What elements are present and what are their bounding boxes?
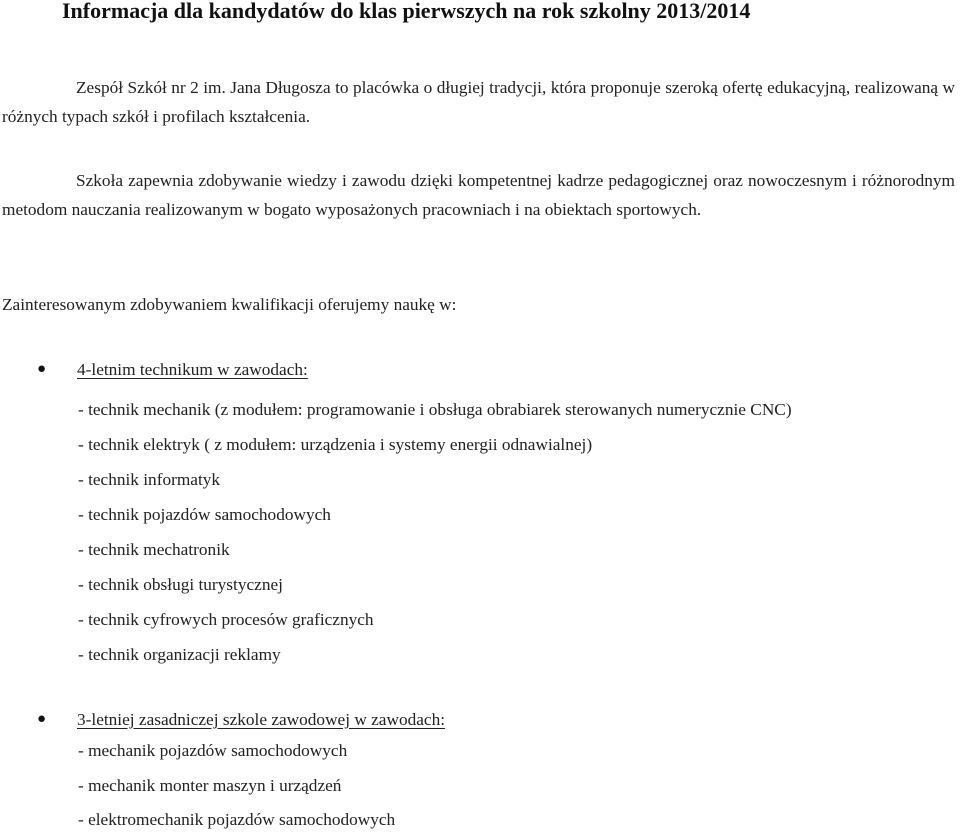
technikum-profession-list bbox=[78, 395, 792, 675]
bullet-icon: ● bbox=[37, 361, 47, 377]
list-item: - technik pojazdów samochodowych bbox=[78, 505, 331, 524]
list-item: - technik mechanik (z modułem: programowanie i obsługa obrabiarek sterowanych numerycznie CNC) bbox=[78, 400, 792, 419]
section-zsz-heading: 3-letniej zasadniczej szkole zawodowej w zawodach: bbox=[77, 710, 446, 729]
list-item: - technik mechatronik bbox=[78, 540, 230, 559]
list-item: - technik informatyk bbox=[78, 470, 221, 489]
offer-intro: Zainteresowanym zdobywaniem kwalifikacji oferujemy naukę w: bbox=[2, 295, 457, 314]
list-item: - mechanik monter maszyn i urządzeń bbox=[78, 775, 342, 795]
list-item: - technik obsługi turystycznej bbox=[78, 575, 283, 594]
list-item: - technik organizacji reklamy bbox=[78, 645, 281, 664]
section-technikum-heading: 4-letnim technikum w zawodach: bbox=[77, 360, 308, 379]
zsz-profession-list bbox=[78, 736, 395, 840]
paragraph-school-intro: Zespół Szkół nr 2 im. Jana Długosza to placówka o długiej tradycji, która proponuje szeroką ofertę edukacyjną, realizowaną w różnych typach szkół i profilach kształcenia. bbox=[2, 78, 955, 126]
paragraph-school-offer: Szkoła zapewnia zdobywanie wiedzy i zawodu dzięki kompetentnej kadrze pedagogicznej oraz nowoczesnym i różnorodnym metodom nauczania realizowanym w bogato wyposażonych pracowniach i na obiektach sportowych. bbox=[2, 171, 955, 219]
list-item: - technik elektryk ( z modułem: urządzenia i systemy energii odnawialnej) bbox=[78, 435, 593, 454]
list-item: - technik cyfrowych procesów graficznych bbox=[78, 610, 374, 629]
list-item: - elektromechanik pojazdów samochodowych bbox=[78, 810, 396, 829]
document-title: Informacja dla kandydatów do klas pierwszych na rok szkolny 2013/2014 bbox=[62, 0, 751, 23]
list-item: - mechanik pojazdów samochodowych bbox=[78, 741, 348, 760]
bullet-icon: ● bbox=[37, 711, 47, 727]
